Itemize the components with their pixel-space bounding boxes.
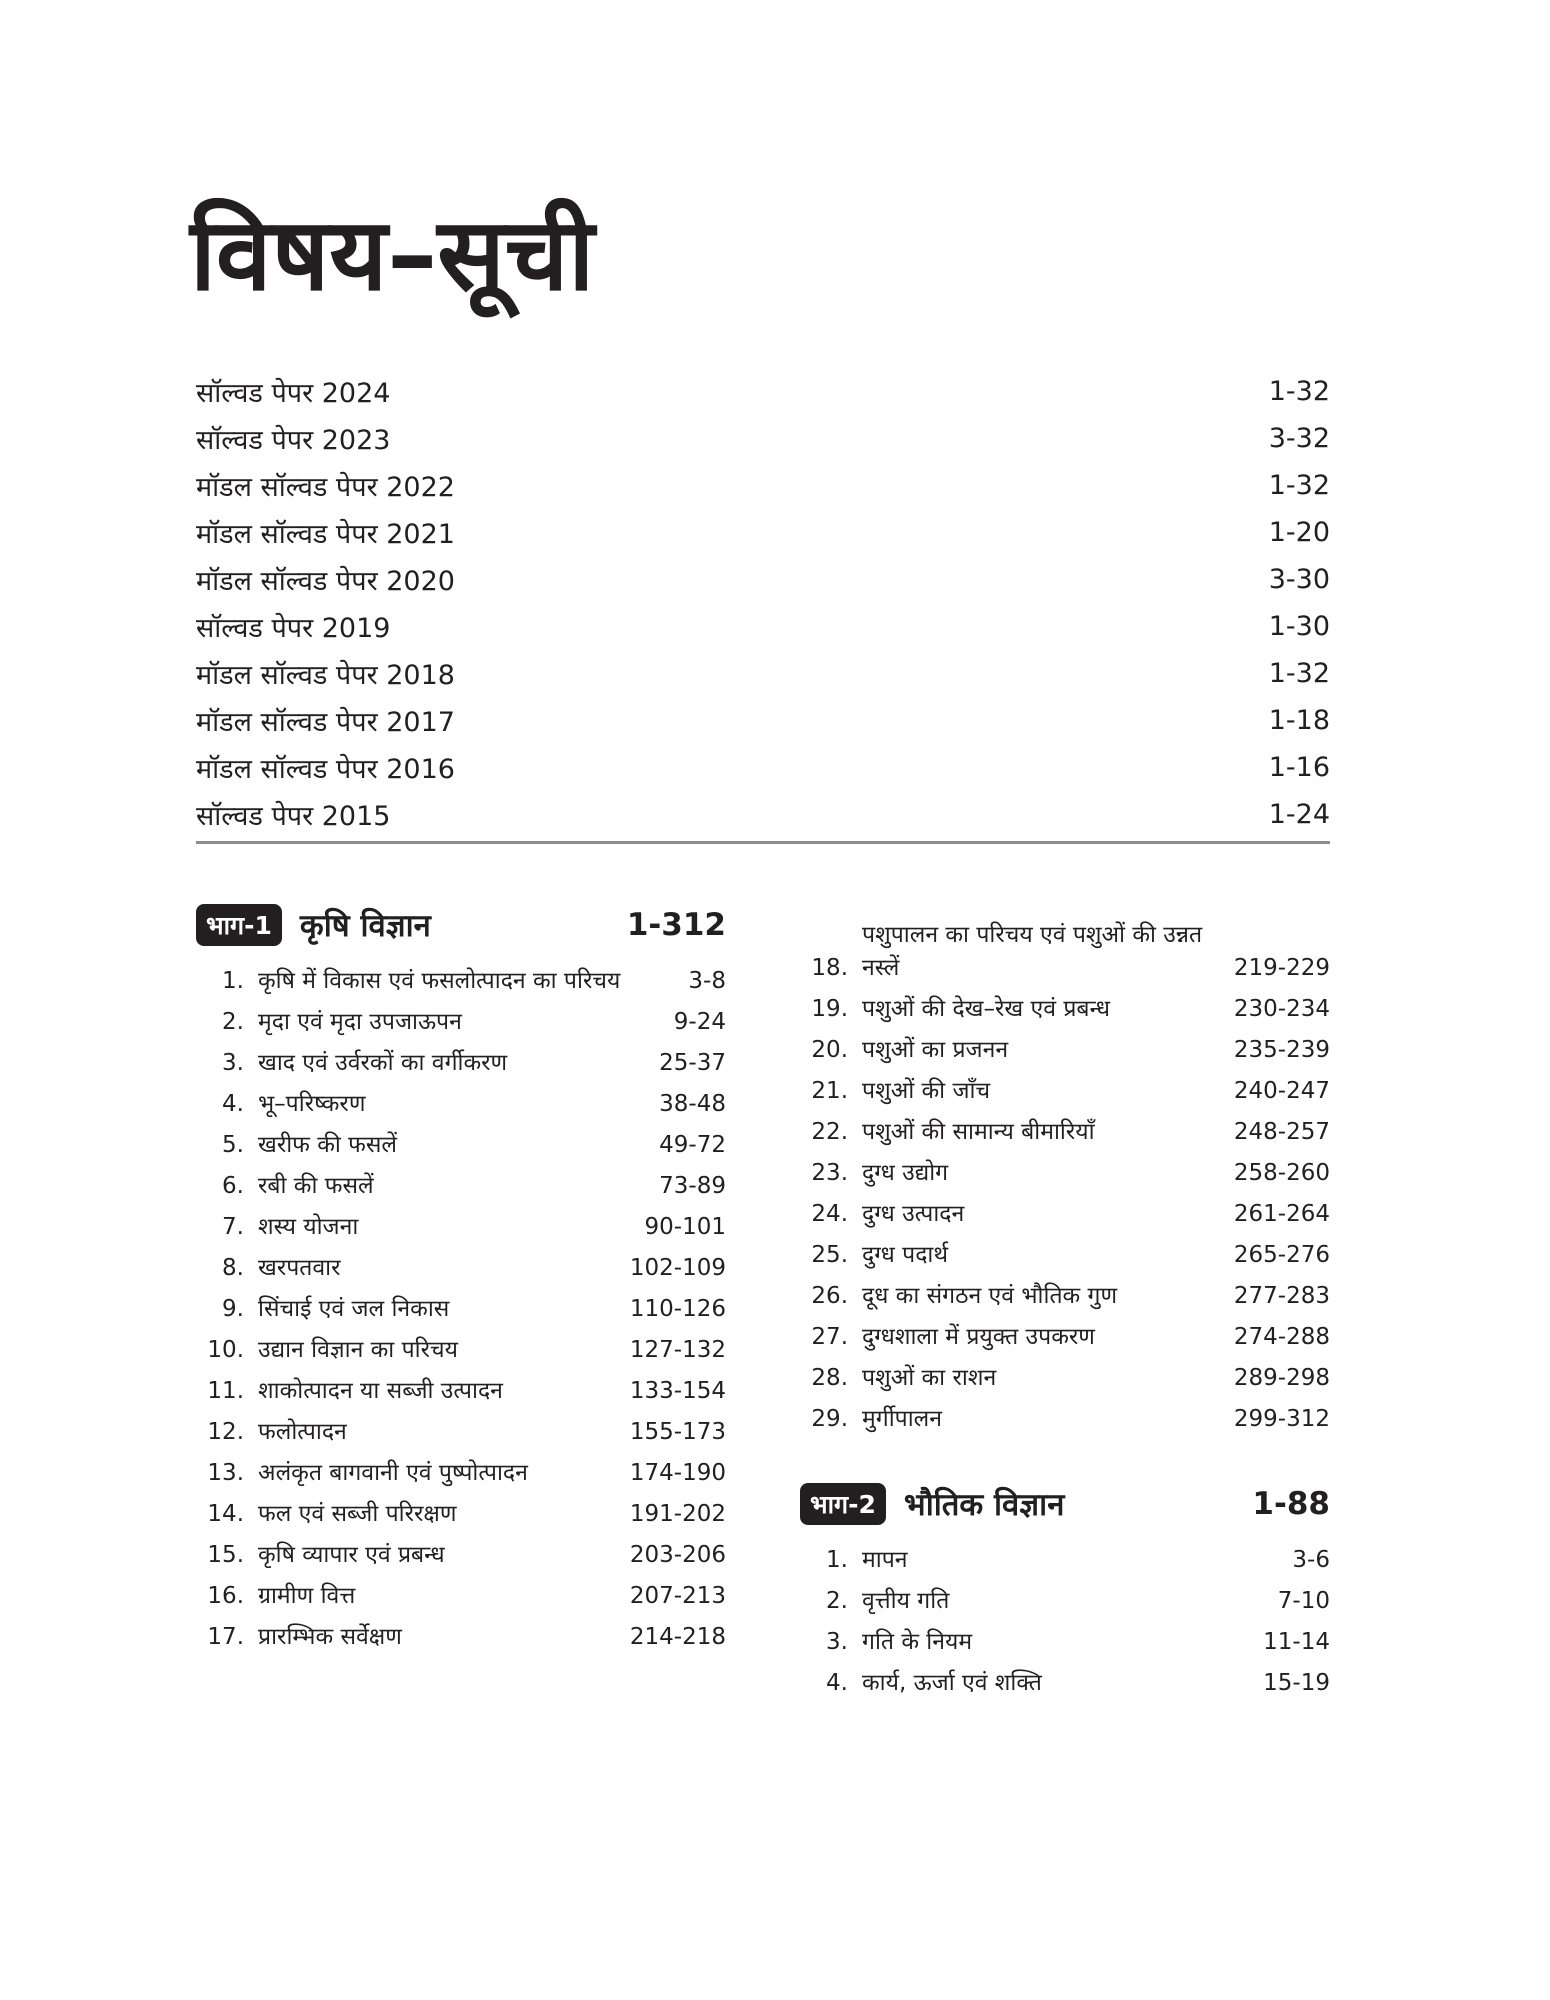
chapter-title: दुग्धशाला में प्रयुक्त उपकरण <box>862 1324 1095 1350</box>
chapter-number: 8. <box>222 1255 244 1281</box>
toc-entry <box>800 1235 1330 1276</box>
paper-label: सॉल्वड पेपर 2015 <box>196 801 391 832</box>
chapter-pages: 230-234 <box>1233 996 1330 1022</box>
chapter-title: फलोत्पादन <box>258 1419 347 1445</box>
chapter-pages: 11-14 <box>1263 1629 1330 1655</box>
toc-entry <box>800 1581 1330 1622</box>
chapter-pages: 299-312 <box>1233 1406 1330 1432</box>
chapter-pages: 133-154 <box>629 1378 726 1404</box>
solved-papers-list <box>196 368 1330 838</box>
chapter-number: 21. <box>811 1078 848 1104</box>
paper-pages: 3-30 <box>1268 564 1330 595</box>
chapter-number: 4. <box>826 1670 848 1696</box>
chapter-title: भू–परिष्करण <box>258 1091 366 1117</box>
chapter-title: फल एवं सब्जी परिरक्षण <box>258 1501 457 1527</box>
chapter-title: वृत्तीय गति <box>862 1588 950 1614</box>
chapter-number: 11. <box>207 1378 244 1404</box>
toc-entry <box>800 989 1330 1030</box>
paper-pages: 1-16 <box>1268 752 1330 783</box>
chapter-title: दुग्ध पदार्थ <box>862 1242 949 1268</box>
chapter-pages: 25-37 <box>659 1050 726 1076</box>
chapter-number: 22. <box>811 1119 848 1145</box>
chapter-number: 26. <box>811 1283 848 1309</box>
part2-range: 1-88 <box>1252 1486 1330 1522</box>
paper-row <box>196 368 1330 415</box>
chapter-number: 2. <box>826 1588 848 1614</box>
toc-entry <box>196 1043 726 1084</box>
paper-pages: 1-30 <box>1268 611 1330 642</box>
paper-label: सॉल्वड पेपर 2023 <box>196 425 391 456</box>
paper-pages: 1-32 <box>1268 658 1330 689</box>
paper-label: मॉडल सॉल्वड पेपर 2021 <box>196 519 455 550</box>
chapter-number: 17. <box>207 1624 244 1650</box>
chapter-pages: 174-190 <box>629 1460 726 1486</box>
toc-entry <box>196 1248 726 1289</box>
chapter-title: ग्रामीण वित्त <box>258 1583 356 1609</box>
chapter-title: कृषि व्यापार एवं प्रबन्ध <box>258 1542 445 1568</box>
chapter-title: पशुपालन का परिचय एवं पशुओं की उन्नत नस्लें <box>862 922 1203 981</box>
chapter-title: मुर्गीपालन <box>862 1406 943 1432</box>
paper-label: मॉडल सॉल्वड पेपर 2018 <box>196 660 455 691</box>
chapter-title: प्रारम्भिक सर्वेक्षण <box>258 1624 402 1650</box>
chapter-number: 28. <box>811 1365 848 1391</box>
paper-label: मॉडल सॉल्वड पेपर 2016 <box>196 754 455 785</box>
chapter-title: रबी की फसलें <box>258 1173 374 1199</box>
chapter-title: दूध का संगठन एवं भौतिक गुण <box>862 1283 1118 1309</box>
paper-row <box>196 509 1330 556</box>
chapter-pages: 127-132 <box>629 1337 726 1363</box>
paper-row <box>196 462 1330 509</box>
paper-row <box>196 556 1330 603</box>
toc-entry <box>196 1535 726 1576</box>
toc-entry <box>196 1166 726 1207</box>
chapter-title: गति के नियम <box>862 1629 973 1655</box>
chapter-number: 1. <box>222 968 244 994</box>
toc-entry <box>196 1084 726 1125</box>
chapter-number: 3. <box>222 1050 244 1076</box>
toc-entry <box>196 1330 726 1371</box>
toc-entry <box>196 1412 726 1453</box>
part1-range: 1-312 <box>626 907 726 943</box>
toc-entry <box>196 1125 726 1166</box>
chapter-title: दुग्ध उत्पादन <box>862 1201 965 1227</box>
toc-entry <box>800 1663 1330 1704</box>
chapter-title: पशुओं की जाँच <box>862 1078 991 1104</box>
toc-entry <box>800 1153 1330 1194</box>
toc-entry <box>196 1289 726 1330</box>
chapter-number: 15. <box>207 1542 244 1568</box>
paper-row <box>196 791 1330 838</box>
part2-chapters <box>800 1540 1330 1704</box>
chapter-title: मृदा एवं मृदा उपजाऊपन <box>258 1009 462 1035</box>
chapter-pages: 261-264 <box>1233 1201 1330 1227</box>
chapter-pages: 207-213 <box>629 1583 726 1609</box>
chapter-title: कार्य, ऊर्जा एवं शक्ति <box>862 1670 1042 1696</box>
chapter-title: पशुओं का राशन <box>862 1365 997 1391</box>
chapter-number: 4. <box>222 1091 244 1117</box>
chapter-number: 7. <box>222 1214 244 1240</box>
part2-heading <box>800 1474 1330 1534</box>
toc-entry <box>800 1071 1330 1112</box>
part2-badge: भाग-2 <box>800 1483 886 1525</box>
paper-pages: 1-24 <box>1268 799 1330 830</box>
toc-entry <box>196 1494 726 1535</box>
chapter-pages: 38-48 <box>659 1091 726 1117</box>
chapter-title: पशुओं का प्रजनन <box>862 1037 1009 1063</box>
paper-label: सॉल्वड पेपर 2024 <box>196 378 391 409</box>
chapter-title: उद्यान विज्ञान का परिचय <box>258 1337 458 1363</box>
part1-chapters-right <box>800 915 1330 1440</box>
chapter-number: 6. <box>222 1173 244 1199</box>
part2-title: भौतिक विज्ञान <box>903 1487 1065 1523</box>
toc-entry <box>196 1371 726 1412</box>
paper-row <box>196 603 1330 650</box>
toc-entry <box>800 1358 1330 1399</box>
chapter-pages: 235-239 <box>1233 1037 1330 1063</box>
paper-pages: 1-18 <box>1268 705 1330 736</box>
chapter-pages: 3-6 <box>1292 1547 1330 1573</box>
chapter-title: मापन <box>862 1547 908 1573</box>
chapter-pages: 240-247 <box>1233 1078 1330 1104</box>
chapter-number: 16. <box>207 1583 244 1609</box>
chapter-number: 27. <box>811 1324 848 1350</box>
chapter-number: 18. <box>811 955 848 981</box>
part1-chapters-left <box>196 961 726 1658</box>
toc-entry <box>196 1207 726 1248</box>
chapter-number: 5. <box>222 1132 244 1158</box>
part1-heading <box>196 895 726 955</box>
chapter-number: 23. <box>811 1160 848 1186</box>
chapter-title: अलंकृत बागवानी एवं पुष्पोत्पादन <box>258 1460 528 1486</box>
toc-entry <box>196 961 726 1002</box>
toc-left-column <box>196 895 726 1658</box>
chapter-number: 9. <box>222 1296 244 1322</box>
chapter-pages: 219-229 <box>1233 955 1330 981</box>
paper-label: मॉडल सॉल्वड पेपर 2017 <box>196 707 455 738</box>
section-divider <box>196 841 1330 844</box>
paper-row <box>196 697 1330 744</box>
toc-entry <box>196 1576 726 1617</box>
chapter-pages: 155-173 <box>629 1419 726 1445</box>
chapter-pages: 15-19 <box>1263 1670 1330 1696</box>
toc-entry <box>800 1540 1330 1581</box>
toc-right-column <box>800 915 1330 1704</box>
chapter-pages: 274-288 <box>1233 1324 1330 1350</box>
paper-label: मॉडल सॉल्वड पेपर 2020 <box>196 566 455 597</box>
chapter-number: 14. <box>207 1501 244 1527</box>
chapter-number: 19. <box>811 996 848 1022</box>
chapter-title: शस्य योजना <box>258 1214 359 1240</box>
toc-entry <box>196 1453 726 1494</box>
chapter-pages: 102-109 <box>629 1255 726 1281</box>
chapter-number: 13. <box>207 1460 244 1486</box>
paper-pages: 1-32 <box>1268 376 1330 407</box>
chapter-pages: 3-8 <box>688 968 726 994</box>
chapter-title: कृषि में विकास एवं फसलोत्पादन का परिचय <box>258 968 621 994</box>
chapter-number: 25. <box>811 1242 848 1268</box>
chapter-pages: 248-257 <box>1233 1119 1330 1145</box>
page-title: विषय–सूची <box>190 196 595 313</box>
toc-entry <box>196 1002 726 1043</box>
toc-entry <box>800 1194 1330 1235</box>
chapter-pages: 191-202 <box>629 1501 726 1527</box>
chapter-number: 24. <box>811 1201 848 1227</box>
toc-entry <box>800 1399 1330 1440</box>
toc-entry <box>800 1030 1330 1071</box>
paper-row <box>196 650 1330 697</box>
chapter-number: 10. <box>207 1337 244 1363</box>
chapter-pages: 203-206 <box>629 1542 726 1568</box>
paper-label: सॉल्वड पेपर 2019 <box>196 613 391 644</box>
chapter-number: 12. <box>207 1419 244 1445</box>
chapter-pages: 49-72 <box>659 1132 726 1158</box>
part1-badge: भाग-1 <box>196 904 282 946</box>
part1-title: कृषि विज्ञान <box>299 908 431 944</box>
chapter-pages: 7-10 <box>1277 1588 1330 1614</box>
paper-row <box>196 415 1330 462</box>
chapter-title: दुग्ध उद्योग <box>862 1160 949 1186</box>
chapter-title: पशुओं की सामान्य बीमारियाँ <box>862 1119 1095 1145</box>
chapter-title: पशुओं की देख–रेख एवं प्रबन्ध <box>862 996 1111 1022</box>
chapter-pages: 110-126 <box>629 1296 726 1322</box>
chapter-number: 1. <box>826 1547 848 1573</box>
chapter-pages: 214-218 <box>629 1624 726 1650</box>
chapter-pages: 289-298 <box>1233 1365 1330 1391</box>
chapter-pages: 265-276 <box>1233 1242 1330 1268</box>
toc-entry <box>800 1112 1330 1153</box>
paper-pages: 3-32 <box>1268 423 1330 454</box>
toc-entry <box>800 915 1330 989</box>
toc-entry <box>800 1276 1330 1317</box>
chapter-pages: 90-101 <box>644 1214 726 1240</box>
toc-entry <box>196 1617 726 1658</box>
toc-entry <box>800 1622 1330 1663</box>
chapter-title: सिंचाई एवं जल निकास <box>258 1296 450 1322</box>
chapter-pages: 9-24 <box>673 1009 726 1035</box>
chapter-pages: 277-283 <box>1233 1283 1330 1309</box>
paper-row <box>196 744 1330 791</box>
paper-pages: 1-20 <box>1268 517 1330 548</box>
paper-label: मॉडल सॉल्वड पेपर 2022 <box>196 472 455 503</box>
chapter-number: 3. <box>826 1629 848 1655</box>
chapter-number: 20. <box>811 1037 848 1063</box>
chapter-title: शाकोत्पादन या सब्जी उत्पादन <box>258 1378 503 1404</box>
chapter-number: 29. <box>811 1406 848 1432</box>
chapter-pages: 73-89 <box>659 1173 726 1199</box>
paper-pages: 1-32 <box>1268 470 1330 501</box>
chapter-title: खरीफ की फसलें <box>258 1132 398 1158</box>
toc-entry <box>800 1317 1330 1358</box>
chapter-pages: 258-260 <box>1233 1160 1330 1186</box>
chapter-title: खाद एवं उर्वरकों का वर्गीकरण <box>258 1050 508 1076</box>
chapter-number: 2. <box>222 1009 244 1035</box>
chapter-title: खरपतवार <box>258 1255 341 1281</box>
